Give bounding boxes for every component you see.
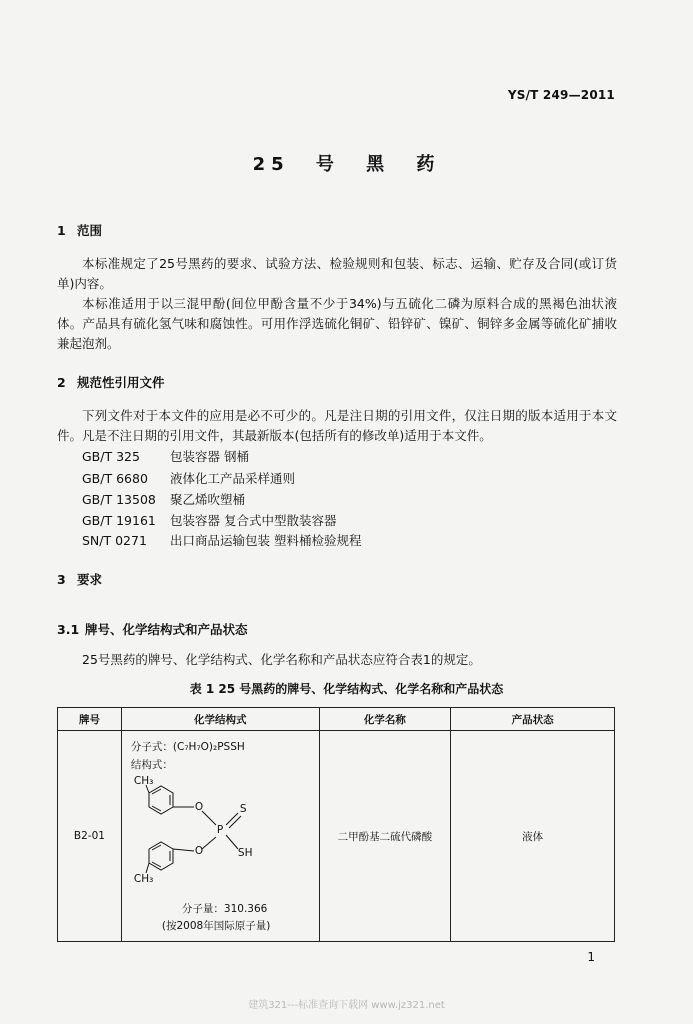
section-2-heading xyxy=(57,373,165,391)
molecular-weight-note: (按2008年国际原子量) xyxy=(161,920,271,932)
reference-code: GB/T 6680 xyxy=(82,471,148,486)
reference-name: 聚乙烯吹塑桶 xyxy=(170,492,246,507)
atom-label: S xyxy=(239,803,247,815)
reference-item xyxy=(82,531,361,549)
atom-label: P xyxy=(216,824,224,836)
atom-label: CH₃ xyxy=(133,775,154,787)
structure-label: 结构式： xyxy=(130,759,173,771)
reference-item xyxy=(82,447,249,465)
table-header-row xyxy=(58,708,615,731)
paragraph: 本标准规定了25号黑药的要求、试验方法、检验规则和包装、标志、运输、贮存及合同(或订货单)内容。 xyxy=(57,256,617,291)
reference-item xyxy=(82,490,245,508)
reference-item xyxy=(82,469,295,487)
section-title: 规范性引用文件 xyxy=(77,375,165,390)
molecular-weight: 分子量：310.366 xyxy=(181,903,268,915)
cell-chemical-name: 二甲酚基二硫代磷酸 xyxy=(319,731,451,942)
cell-state: 液体 xyxy=(451,731,615,942)
header-chemical-name: 化学名称 xyxy=(319,708,451,731)
atom-label: O xyxy=(194,845,204,857)
section-1-body xyxy=(57,254,617,354)
benzene-ring-top xyxy=(149,786,173,814)
section-number: 3 xyxy=(57,572,66,587)
reference-code: GB/T 325 xyxy=(82,449,140,464)
cell-structure xyxy=(121,731,319,942)
section-title: 要求 xyxy=(77,572,103,587)
header-structure: 化学结构式 xyxy=(121,708,319,731)
atom-label: CH₃ xyxy=(133,873,154,885)
header-state: 产品状态 xyxy=(451,708,615,731)
table-row xyxy=(58,731,615,942)
section-1-heading xyxy=(57,221,102,239)
section-3-1-heading xyxy=(57,620,248,638)
reference-name: 包装容器 复合式中型散装容器 xyxy=(170,513,337,528)
atom-label: SH xyxy=(237,847,253,859)
cell-grade: B2-01 xyxy=(58,731,122,942)
section-number: 3.1 xyxy=(57,622,80,637)
reference-code: GB/T 19161 xyxy=(82,513,156,528)
reference-name: 液体化工产品采样通则 xyxy=(170,471,296,486)
document-title: 25 号 黑 药 xyxy=(252,154,441,175)
page-number: 1 xyxy=(587,950,595,964)
section-number: 1 xyxy=(57,223,66,238)
molecular-formula: 分子式：(C₇H₇O)₂PSSH xyxy=(130,741,245,753)
table-caption: 表 1 25 号黑药的牌号、化学结构式、化学名称和产品状态 xyxy=(189,682,504,696)
standard-code: YS/T 249—2011 xyxy=(507,88,615,102)
paragraph: 下列文件对于本文件的应用是必不可少的。凡是注日期的引用文件，仅注日期的版本适用于本文件。凡是不注日期的引用文件，其最新版本(包括所有的修改单)适用于本文件。 xyxy=(57,408,617,443)
reference-item xyxy=(82,511,336,529)
reference-name: 包装容器 钢桶 xyxy=(170,449,249,464)
section-3-1-text: 25号黑药的牌号、化学结构式、化学名称和产品状态应符合表1的规定。 xyxy=(82,652,481,667)
atom-label: O xyxy=(194,801,204,813)
section-title: 范围 xyxy=(77,223,103,238)
section-3-heading xyxy=(57,570,102,588)
table-1 xyxy=(57,707,615,942)
benzene-ring-bottom xyxy=(149,842,173,870)
reference-name: 出口商品运输包装 塑料桶检验规程 xyxy=(170,533,362,548)
section-number: 2 xyxy=(57,375,66,390)
reference-code: GB/T 13508 xyxy=(82,492,156,507)
section-2-intro xyxy=(57,406,617,446)
section-title: 牌号、化学结构式和产品状态 xyxy=(85,622,248,637)
header-grade: 牌号 xyxy=(58,708,122,731)
watermark: 建筑321---标准查询下载网 www.jz321.net xyxy=(248,1000,445,1011)
reference-code: SN/T 0271 xyxy=(82,533,147,548)
paragraph: 本标准适用于以三混甲酚(间位甲酚含量不少于34%)与五硫化二磷为原料合成的黑褐色油状液体。产品具有硫化氢气味和腐蚀性。可用作浮选硫化铜矿、铅锌矿、镍矿、铜锌多金属等硫化矿捕收兼起泡剂。 xyxy=(57,296,617,351)
